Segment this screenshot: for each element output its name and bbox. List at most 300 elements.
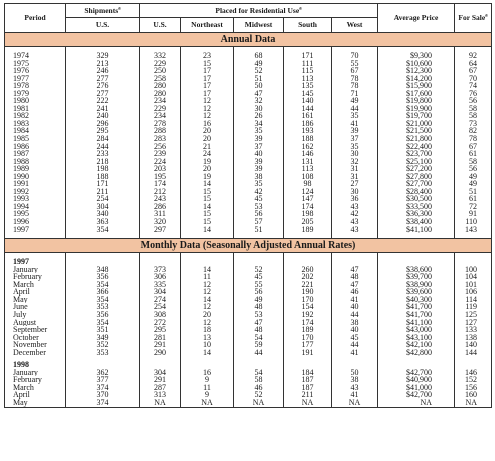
- cell-for-sale: 56: [455, 97, 492, 105]
- cell-south: 174: [284, 203, 332, 211]
- cell-average-price: $42,700: [378, 369, 455, 377]
- cell-for-sale: 61: [455, 195, 492, 203]
- cell-west: 38: [332, 319, 378, 327]
- table-row: [5, 210, 492, 218]
- cell-period: February: [5, 273, 66, 281]
- cell-period: 1990: [5, 173, 66, 181]
- cell-for-sale: 110: [455, 218, 492, 226]
- cell-south: 184: [284, 369, 332, 377]
- cell-period: May: [5, 296, 66, 304]
- cell-northeast: 16: [181, 369, 234, 377]
- cell-south: 135: [284, 82, 332, 90]
- cell-northeast: 13: [181, 334, 234, 342]
- cell-period: July: [5, 311, 66, 319]
- cell-for-sale: 91: [455, 210, 492, 218]
- cell-average-price: $14,200: [378, 75, 455, 83]
- cell-northeast: 14: [181, 266, 234, 274]
- cell-average-price: $38,600: [378, 266, 455, 274]
- cell-period: December: [5, 349, 66, 357]
- cell-period: 1996: [5, 218, 66, 226]
- cell-for-sale: 49: [455, 180, 492, 188]
- cell-south: 189: [284, 226, 332, 234]
- cell-west: 43: [332, 203, 378, 211]
- cell-placed-us: NA: [140, 399, 181, 407]
- table-row: [5, 349, 492, 357]
- cell-south: 170: [284, 334, 332, 342]
- cell-average-price: $43,100: [378, 334, 455, 342]
- cell-northeast: NA: [181, 399, 234, 407]
- cell-for-sale: 127: [455, 319, 492, 327]
- cell-northeast: 12: [181, 319, 234, 327]
- cell-shipments-us: 277: [66, 90, 140, 98]
- cell-midwest: 51: [234, 75, 284, 83]
- cell-for-sale: 78: [455, 135, 492, 143]
- cell-midwest: 52: [234, 67, 284, 75]
- table-row: [5, 82, 492, 90]
- cell-placed-us: 313: [140, 391, 181, 399]
- cell-placed-us: 250: [140, 67, 181, 75]
- cell-placed-us: 234: [140, 97, 181, 105]
- cell-for-sale: 74: [455, 82, 492, 90]
- cell-west: 55: [332, 60, 378, 68]
- cell-placed-us: 311: [140, 210, 181, 218]
- cell-period: May: [5, 399, 66, 407]
- cell-for-sale: 73: [455, 120, 492, 128]
- cell-south: 198: [284, 210, 332, 218]
- cell-shipments-us: 171: [66, 180, 140, 188]
- cell-northeast: 12: [181, 97, 234, 105]
- cell-shipments-us: 352: [66, 341, 140, 349]
- cell-midwest: 39: [234, 135, 284, 143]
- cell-west: 71: [332, 90, 378, 98]
- cell-south: 146: [284, 150, 332, 158]
- cell-south: 170: [284, 296, 332, 304]
- cell-placed-us: 174: [140, 180, 181, 188]
- table-row: [5, 376, 492, 384]
- cell-shipments-us: 218: [66, 158, 140, 166]
- cell-placed-us: 291: [140, 341, 181, 349]
- cell-northeast: 12: [181, 288, 234, 296]
- cell-for-sale: 67: [455, 143, 492, 151]
- cell-west: 36: [332, 195, 378, 203]
- table-row: [5, 319, 492, 327]
- cell-shipments-us: 304: [66, 203, 140, 211]
- cell-west: 70: [332, 52, 378, 60]
- cell-south: 189: [284, 326, 332, 334]
- cell-south: 187: [284, 376, 332, 384]
- cell-placed-us: 283: [140, 135, 181, 143]
- cell-northeast: 15: [181, 195, 234, 203]
- year-label: 1998: [5, 361, 66, 369]
- cell-midwest: 48: [234, 326, 284, 334]
- cell-period: February: [5, 376, 66, 384]
- table-row: [5, 180, 492, 188]
- cell-placed-us: 272: [140, 319, 181, 327]
- cell-northeast: 20: [181, 127, 234, 135]
- cell-shipments-us: 340: [66, 210, 140, 218]
- header-average-price: Average Price: [378, 4, 455, 33]
- cell-shipments-us: 211: [66, 188, 140, 196]
- table-body: [5, 33, 492, 408]
- cell-placed-us: 281: [140, 334, 181, 342]
- cell-average-price: $41,100: [378, 319, 455, 327]
- table-row: [5, 112, 492, 120]
- table-row: [5, 384, 492, 392]
- cell-average-price: $42,700: [378, 391, 455, 399]
- table-row: [5, 67, 492, 75]
- cell-northeast: 21: [181, 143, 234, 151]
- cell-south: 171: [284, 52, 332, 60]
- year-label: 1997: [5, 258, 66, 266]
- cell-west: 41: [332, 391, 378, 399]
- table-row: [5, 195, 492, 203]
- cell-average-price: $19,800: [378, 97, 455, 105]
- cell-south: 221: [284, 281, 332, 289]
- cell-for-sale: 101: [455, 281, 492, 289]
- cell-shipments-us: 276: [66, 82, 140, 90]
- cell-period: April: [5, 288, 66, 296]
- cell-shipments-us: 351: [66, 326, 140, 334]
- cell-northeast: 19: [181, 173, 234, 181]
- cell-average-price: $41,000: [378, 384, 455, 392]
- cell-placed-us: 332: [140, 52, 181, 60]
- table-row: [5, 188, 492, 196]
- cell-average-price: $15,900: [378, 82, 455, 90]
- cell-placed-us: 254: [140, 303, 181, 311]
- cell-period: 1981: [5, 105, 66, 113]
- cell-placed-us: 308: [140, 311, 181, 319]
- cell-placed-us: 203: [140, 165, 181, 173]
- table-row: [5, 60, 492, 68]
- cell-average-price: $40,300: [378, 296, 455, 304]
- cell-average-price: $39,600: [378, 288, 455, 296]
- cell-average-price: $21,000: [378, 120, 455, 128]
- cell-northeast: 9: [181, 376, 234, 384]
- cell-period: March: [5, 281, 66, 289]
- cell-placed-us: 287: [140, 384, 181, 392]
- cell-shipments-us: 374: [66, 399, 140, 407]
- subheader-midwest: Midwest: [234, 18, 284, 33]
- cell-average-price: $30,500: [378, 195, 455, 203]
- cell-average-price: $27,700: [378, 180, 455, 188]
- cell-placed-us: 278: [140, 120, 181, 128]
- table-row: [5, 226, 492, 234]
- cell-shipments-us: 213: [66, 60, 140, 68]
- cell-shipments-us: 362: [66, 369, 140, 377]
- cell-period: 1986: [5, 143, 66, 151]
- subheader-west: West: [332, 18, 378, 33]
- cell-shipments-us: 356: [66, 311, 140, 319]
- cell-placed-us: 297: [140, 226, 181, 234]
- cell-northeast: 15: [181, 60, 234, 68]
- cell-for-sale: 152: [455, 376, 492, 384]
- cell-northeast: 12: [181, 112, 234, 120]
- cell-south: 144: [284, 105, 332, 113]
- cell-west: 45: [332, 334, 378, 342]
- cell-for-sale: 58: [455, 158, 492, 166]
- cell-average-price: $23,700: [378, 150, 455, 158]
- cell-shipments-us: 353: [66, 349, 140, 357]
- cell-shipments-us: 198: [66, 165, 140, 173]
- cell-south: 193: [284, 127, 332, 135]
- cell-placed-us: 373: [140, 266, 181, 274]
- table-row: [5, 165, 492, 173]
- cell-south: 111: [284, 60, 332, 68]
- cell-placed-us: 234: [140, 112, 181, 120]
- cell-west: 43: [332, 384, 378, 392]
- cell-south: 115: [284, 67, 332, 75]
- cell-for-sale: 56: [455, 165, 492, 173]
- cell-period: August: [5, 319, 66, 327]
- cell-midwest: 54: [234, 334, 284, 342]
- cell-midwest: 47: [234, 319, 284, 327]
- cell-placed-us: 256: [140, 143, 181, 151]
- cell-placed-us: 288: [140, 127, 181, 135]
- cell-midwest: 53: [234, 311, 284, 319]
- cell-placed-us: 229: [140, 105, 181, 113]
- cell-south: 145: [284, 90, 332, 98]
- cell-shipments-us: 329: [66, 52, 140, 60]
- header-for-sale: For Sale$^a$: [455, 4, 492, 33]
- cell-midwest: 42: [234, 188, 284, 196]
- subheader-placed-us: U.S.: [140, 18, 181, 33]
- cell-west: 49: [332, 97, 378, 105]
- cell-shipments-us: 244: [66, 143, 140, 151]
- cell-south: 186: [284, 120, 332, 128]
- cell-average-price: $40,900: [378, 376, 455, 384]
- cell-midwest: 51: [234, 226, 284, 234]
- monthly-year-label: [5, 361, 492, 369]
- cell-for-sale: 156: [455, 384, 492, 392]
- cell-midwest: 52: [234, 391, 284, 399]
- cell-average-price: $27,200: [378, 165, 455, 173]
- cell-northeast: 23: [181, 52, 234, 60]
- cell-west: 78: [332, 75, 378, 83]
- cell-shipments-us: 354: [66, 226, 140, 234]
- cell-west: 46: [332, 288, 378, 296]
- cell-south: 260: [284, 266, 332, 274]
- cell-placed-us: 224: [140, 158, 181, 166]
- cell-average-price: $10,600: [378, 60, 455, 68]
- cell-placed-us: 243: [140, 195, 181, 203]
- cell-west: 27: [332, 180, 378, 188]
- table-row: [5, 158, 492, 166]
- cell-shipments-us: 254: [66, 195, 140, 203]
- cell-south: 140: [284, 97, 332, 105]
- cell-period: 1985: [5, 135, 66, 143]
- cell-average-price: $41,700: [378, 311, 455, 319]
- table-row: [5, 296, 492, 304]
- cell-northeast: 17: [181, 67, 234, 75]
- cell-for-sale: 49: [455, 173, 492, 181]
- cell-average-price: $43,000: [378, 326, 455, 334]
- cell-period: 1991: [5, 180, 66, 188]
- table-row: [5, 127, 492, 135]
- cell-average-price: $21,500: [378, 127, 455, 135]
- cell-average-price: $33,500: [378, 203, 455, 211]
- cell-south: 161: [284, 112, 332, 120]
- cell-northeast: 17: [181, 90, 234, 98]
- cell-midwest: 58: [234, 376, 284, 384]
- cell-midwest: 68: [234, 52, 284, 60]
- table-row: [5, 105, 492, 113]
- cell-west: 35: [332, 143, 378, 151]
- cell-south: 154: [284, 303, 332, 311]
- cell-shipments-us: 349: [66, 334, 140, 342]
- cell-for-sale: 76: [455, 90, 492, 98]
- cell-west: 44: [332, 341, 378, 349]
- table-row: [5, 326, 492, 334]
- cell-period: 1975: [5, 60, 66, 68]
- cell-for-sale: 114: [455, 296, 492, 304]
- table-row: [5, 266, 492, 274]
- cell-midwest: 32: [234, 97, 284, 105]
- cell-west: 41: [332, 120, 378, 128]
- cell-midwest: 30: [234, 105, 284, 113]
- cell-northeast: 14: [181, 203, 234, 211]
- cell-shipments-us: 296: [66, 120, 140, 128]
- cell-west: 43: [332, 218, 378, 226]
- cell-period: September: [5, 326, 66, 334]
- cell-placed-us: 212: [140, 188, 181, 196]
- cell-for-sale: 82: [455, 127, 492, 135]
- cell-placed-us: 195: [140, 173, 181, 181]
- cell-west: 40: [332, 303, 378, 311]
- section-monthly-data: [5, 239, 492, 253]
- cell-west: NA: [332, 399, 378, 407]
- cell-placed-us: 258: [140, 75, 181, 83]
- cell-shipments-us: 363: [66, 218, 140, 226]
- cell-northeast: 16: [181, 120, 234, 128]
- cell-period: 1992: [5, 188, 66, 196]
- cell-west: 37: [332, 135, 378, 143]
- cell-midwest: 35: [234, 127, 284, 135]
- cell-shipments-us: 353: [66, 303, 140, 311]
- cell-midwest: 39: [234, 165, 284, 173]
- cell-south: 211: [284, 391, 332, 399]
- cell-northeast: 15: [181, 210, 234, 218]
- cell-midwest: 56: [234, 210, 284, 218]
- cell-west: 47: [332, 266, 378, 274]
- cell-west: 67: [332, 67, 378, 75]
- table-header: [5, 4, 492, 33]
- cell-west: 30: [332, 188, 378, 196]
- cell-placed-us: 290: [140, 349, 181, 357]
- cell-west: 44: [332, 311, 378, 319]
- cell-west: 31: [332, 165, 378, 173]
- cell-northeast: 14: [181, 349, 234, 357]
- table-row: [5, 75, 492, 83]
- cell-west: 50: [332, 369, 378, 377]
- cell-for-sale: 58: [455, 105, 492, 113]
- cell-south: NA: [284, 399, 332, 407]
- cell-shipments-us: 233: [66, 150, 140, 158]
- cell-shipments-us: 354: [66, 296, 140, 304]
- cell-period: October: [5, 334, 66, 342]
- cell-for-sale: 64: [455, 60, 492, 68]
- cell-placed-us: 280: [140, 90, 181, 98]
- cell-midwest: 38: [234, 173, 284, 181]
- cell-placed-us: 229: [140, 60, 181, 68]
- cell-midwest: 50: [234, 82, 284, 90]
- cell-shipments-us: 277: [66, 75, 140, 83]
- cell-average-price: $42,800: [378, 349, 455, 357]
- cell-average-price: $9,300: [378, 52, 455, 60]
- cell-placed-us: 274: [140, 296, 181, 304]
- cell-shipments-us: 348: [66, 266, 140, 274]
- table-row: [5, 288, 492, 296]
- table-row: [5, 218, 492, 226]
- section-title: Monthly Data (Seasonally Adjusted Annual Rates): [5, 239, 492, 253]
- cell-northeast: 12: [181, 281, 234, 289]
- cell-for-sale: 70: [455, 75, 492, 83]
- cell-average-price: $25,100: [378, 158, 455, 166]
- cell-south: 113: [284, 165, 332, 173]
- cell-south: 108: [284, 173, 332, 181]
- cell-average-price: $17,600: [378, 90, 455, 98]
- subheader-northeast: Northeast: [181, 18, 234, 33]
- cell-northeast: 14: [181, 226, 234, 234]
- cell-south: 131: [284, 158, 332, 166]
- cell-south: 192: [284, 311, 332, 319]
- cell-for-sale: 106: [455, 288, 492, 296]
- cell-period: 1984: [5, 127, 66, 135]
- cell-northeast: 19: [181, 158, 234, 166]
- cell-for-sale: 72: [455, 203, 492, 211]
- cell-shipments-us: 370: [66, 391, 140, 399]
- cell-northeast: 11: [181, 384, 234, 392]
- subheader-shipments-us: U.S.: [66, 18, 140, 33]
- cell-for-sale: 143: [455, 226, 492, 234]
- cell-shipments-us: 222: [66, 97, 140, 105]
- cell-west: 48: [332, 273, 378, 281]
- cell-shipments-us: 377: [66, 376, 140, 384]
- cell-period: 1979: [5, 90, 66, 98]
- table-row: [5, 399, 492, 407]
- cell-average-price: $42,100: [378, 341, 455, 349]
- table-row: [5, 120, 492, 128]
- cell-period: April: [5, 391, 66, 399]
- cell-period: 1974: [5, 52, 66, 60]
- cell-northeast: 18: [181, 326, 234, 334]
- cell-shipments-us: 356: [66, 273, 140, 281]
- cell-south: 174: [284, 319, 332, 327]
- cell-south: 188: [284, 135, 332, 143]
- cell-placed-us: 304: [140, 369, 181, 377]
- table-row: [5, 52, 492, 60]
- cell-northeast: 15: [181, 218, 234, 226]
- cell-west: 41: [332, 349, 378, 357]
- cell-west: 31: [332, 173, 378, 181]
- cell-northeast: 11: [181, 273, 234, 281]
- table-row: [5, 97, 492, 105]
- cell-west: 41: [332, 296, 378, 304]
- cell-midwest: 45: [234, 195, 284, 203]
- cell-placed-us: 239: [140, 150, 181, 158]
- cell-placed-us: 304: [140, 288, 181, 296]
- table-row: [5, 135, 492, 143]
- cell-average-price: $38,400: [378, 218, 455, 226]
- cell-for-sale: 119: [455, 303, 492, 311]
- cell-south: 98: [284, 180, 332, 188]
- cell-northeast: 14: [181, 180, 234, 188]
- cell-for-sale: 125: [455, 311, 492, 319]
- cell-shipments-us: 295: [66, 127, 140, 135]
- cell-northeast: 15: [181, 188, 234, 196]
- header-placed-residential: Placed for Residential Use$^a$: [140, 4, 378, 18]
- cell-for-sale: 100: [455, 266, 492, 274]
- cell-period: 1994: [5, 203, 66, 211]
